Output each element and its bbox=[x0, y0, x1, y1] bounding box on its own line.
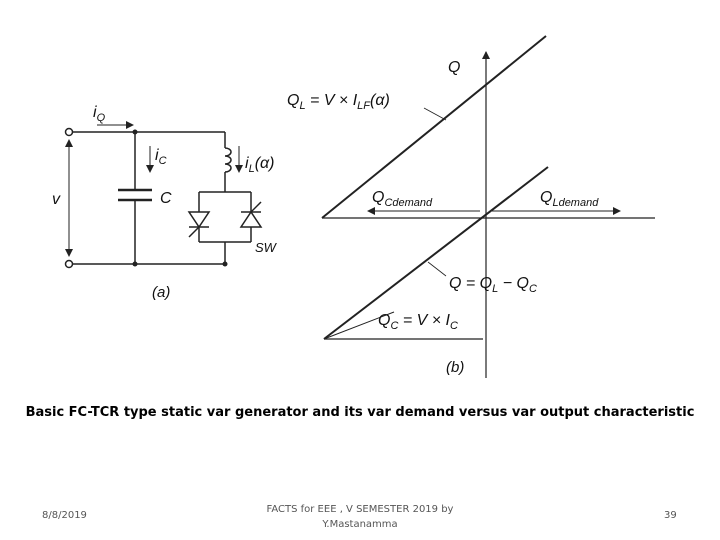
ql-line bbox=[322, 36, 546, 218]
label-ql-demand: $Q_{Ldemand}$ bbox=[540, 189, 599, 209]
label-ql-eq: $Q_L = V \times I_{LF}(\alpha)$ bbox=[287, 92, 390, 112]
label-qc-demand: $Q_{Cdemand}$ bbox=[372, 189, 433, 209]
ql-leader bbox=[424, 108, 446, 120]
panel-label-a: (a) bbox=[152, 284, 171, 301]
footer-title-line2: Y.Mastanamma bbox=[322, 519, 398, 530]
bottom-terminal bbox=[66, 261, 73, 268]
label-qc-eq: $Q_C = V \times I_C$ bbox=[378, 312, 458, 332]
panel-label-b: (b) bbox=[446, 359, 465, 376]
footer-title bbox=[250, 502, 470, 532]
inductor-coil bbox=[225, 148, 231, 172]
label-voltage: v bbox=[52, 191, 60, 208]
label-iq: $i_Q$ bbox=[93, 104, 106, 124]
label-switch: SW bbox=[255, 240, 276, 255]
characteristic-plot bbox=[322, 36, 655, 378]
footer-title-line1: FACTS for EEE , V SEMESTER 2019 by bbox=[266, 504, 454, 515]
label-ic: $i_C$ bbox=[155, 147, 167, 167]
figure-caption: Basic FC-TCR type static var generator and its var demand versus var output characteristic bbox=[25, 405, 695, 420]
footer-date: 8/8/2019 bbox=[42, 510, 87, 521]
footer-page-number: 39 bbox=[664, 510, 677, 521]
top-terminal bbox=[66, 129, 73, 136]
label-q-net: $Q = Q_L - Q_C$ bbox=[449, 275, 537, 295]
label-capacitor: C bbox=[160, 190, 172, 207]
label-q-axis: Q bbox=[448, 59, 461, 76]
label-il: $i_L(\alpha)$ bbox=[245, 155, 275, 175]
q-net-leader bbox=[428, 262, 446, 276]
